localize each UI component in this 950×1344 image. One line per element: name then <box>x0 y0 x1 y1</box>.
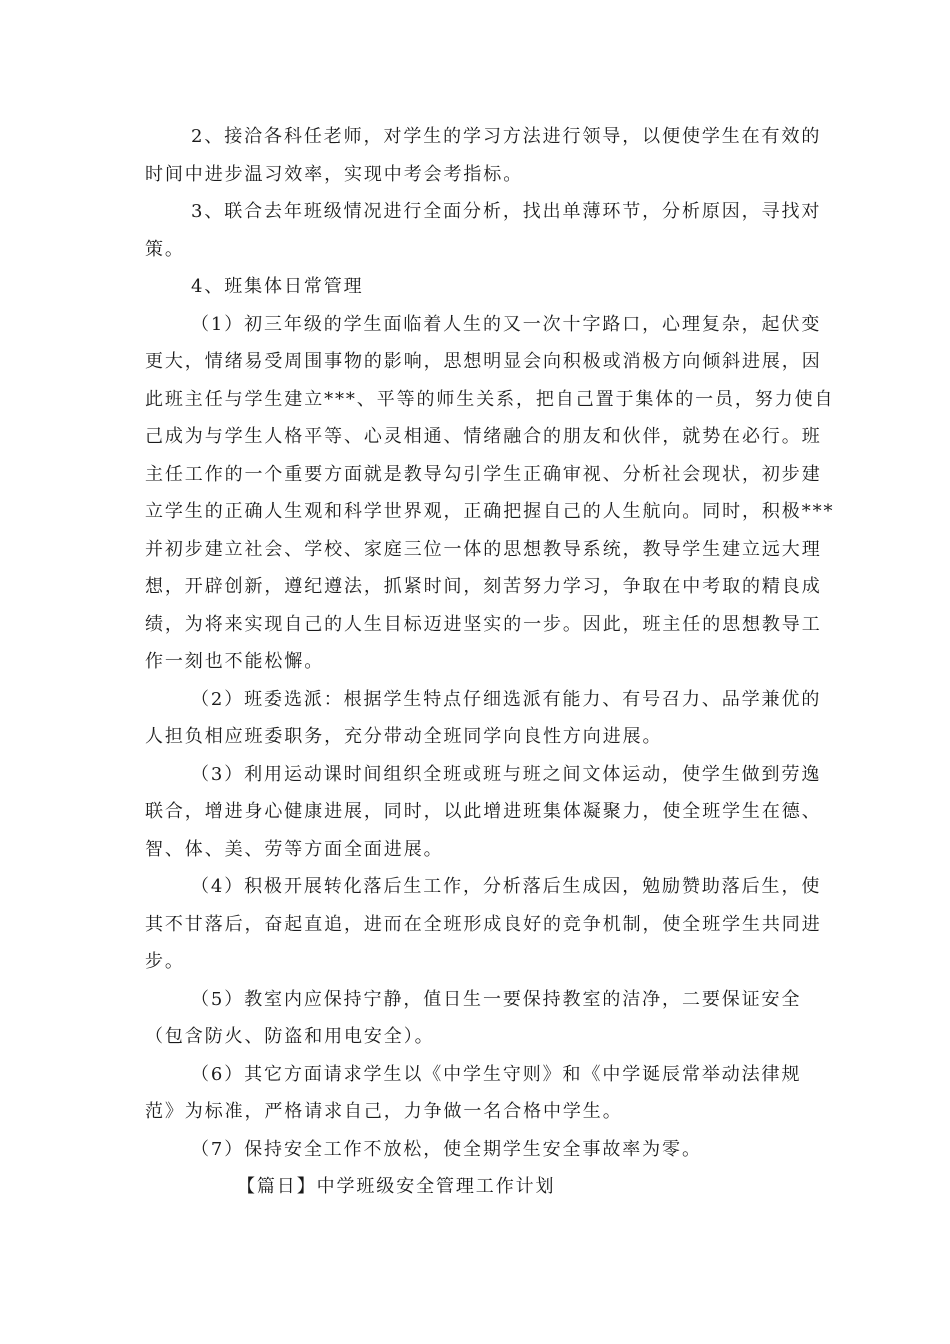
paragraph-line: （7）保持安全工作不放松，使全期学生安全事故率为零。 <box>191 1139 702 1160</box>
paragraph-line: 此班主任与学生建立***、平等的师生关系，把自己置于集体的一员，努力使自 <box>145 389 835 410</box>
paragraph-line: 联合，增进身心健康进展，同时，以此增进班集体凝聚力，使全班学生在德、 <box>145 801 822 822</box>
paragraph-line: 2、接洽各科任老师，对学生的学习方法进行领导，以便使学生在有效的 <box>191 126 822 147</box>
section-title: 【篇日】中学班级安全管理工作计划 <box>237 1176 556 1197</box>
paragraph-line: 己成为与学生人格平等、心灵相通、情绪融合的朋友和伙伴，就势在必行。班 <box>145 426 822 447</box>
section-heading: 4、班集体日常管理 <box>191 276 364 297</box>
paragraph-line: 时间中进步温习效率，实现中考会考指标。 <box>145 164 524 185</box>
paragraph-line: 步。 <box>145 951 185 972</box>
paragraph-line: 其不甘落后，奋起直追，进而在全班形成良好的竞争机制，使全班学生共同进 <box>145 914 822 935</box>
paragraph-line: 3、联合去年班级情况进行全面分析，找出单薄环节，分析原因，寻找对 <box>191 201 822 222</box>
paragraph-line: （6）其它方面请求学生以《中学生守则》和《中学诞辰常举动法律规 <box>191 1064 802 1085</box>
paragraph-line: 智、体、美、劳等方面全面进展。 <box>145 839 444 860</box>
paragraph-line: （1）初三年级的学生面临着人生的又一次十字路口，心理复杂，起伏变 <box>191 314 822 335</box>
paragraph-line: 主任工作的一个重要方面就是教导勾引学生正确审视、分析社会现状，初步建 <box>145 464 822 485</box>
paragraph-line: 更大，情绪易受周围事物的影响，思想明显会向积极或消极方向倾斜进展，因 <box>145 351 822 372</box>
paragraph-line: （3）利用运动课时间组织全班或班与班之间文体运动，使学生做到劳逸 <box>191 764 822 785</box>
paragraph-line: （2）班委选派：根据学生特点仔细选派有能力、有号召力、品学兼优的 <box>191 689 822 710</box>
paragraph-line: 策。 <box>145 239 185 260</box>
paragraph-line: 作一刻也不能松懈。 <box>145 651 325 672</box>
paragraph-line: 并初步建立社会、学校、家庭三位一体的思想教导系统，教导学生建立远大理 <box>145 539 822 560</box>
paragraph-line: （包含防火、防盗和用电安全）。 <box>145 1026 435 1047</box>
paragraph-line: 想，开辟创新，遵纪遵法，抓紧时间，刻苦努力学习，争取在中考取的精良成 <box>145 576 822 597</box>
paragraph-line: （4）积极开展转化落后生工作，分析落后生成因，勉励赞助落后生，使 <box>191 876 822 897</box>
paragraph-line: 立学生的正确人生观和科学世界观，正确把握自己的人生航向。同时，积极*** <box>145 501 835 522</box>
paragraph-line: （5）教室内应保持宁静，值日生一要保持教室的洁净，二要保证安全 <box>191 989 802 1010</box>
paragraph-line: 范》为标准，严格请求自己，力争做一名合格中学生。 <box>145 1101 623 1122</box>
paragraph-line: 人担负相应班委职务，充分带动全班同学向良性方向进展。 <box>145 726 663 747</box>
paragraph-line: 绩，为将来实现自己的人生目标迈进坚实的一步。因此，班主任的思想教导工 <box>145 614 822 635</box>
